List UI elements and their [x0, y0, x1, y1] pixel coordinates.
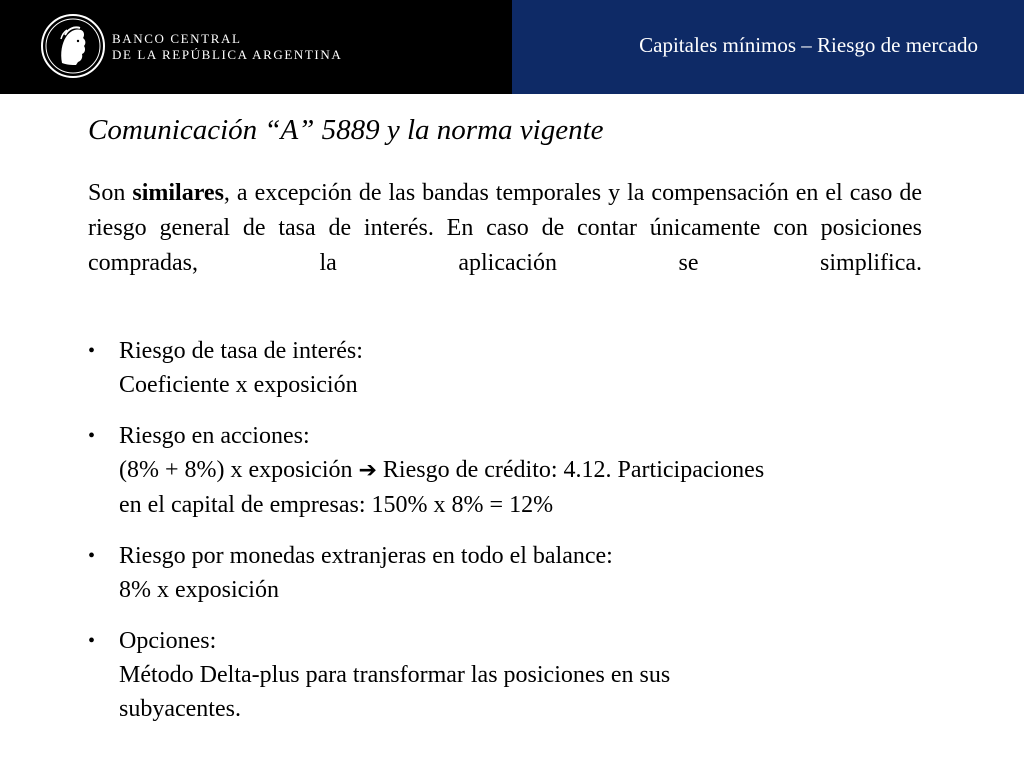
bullet-line: Método Delta-plus para transformar las posiciones en sus	[119, 662, 671, 688]
bullet-line: Riesgo en acciones:	[119, 423, 310, 449]
intro-paragraph	[88, 176, 922, 281]
bullet-text: (8% + 8%) x exposición	[119, 457, 359, 483]
bullet-text: Riesgo de crédito: 4.12. Participaciones	[376, 457, 765, 483]
bank-name	[112, 31, 342, 63]
bullet-line	[119, 453, 918, 488]
header-logo-bar	[0, 0, 512, 94]
bullet-list	[88, 334, 918, 743]
bullet-line: Riesgo de tasa de interés:	[119, 338, 363, 364]
bullet-item	[88, 419, 918, 522]
intro-text-pre: Son	[88, 180, 133, 206]
bullet-item	[88, 624, 918, 726]
bullet-dot: •	[88, 340, 96, 362]
arrow-right-icon: ➔	[358, 458, 377, 483]
bullet-line: Coeficiente x exposición	[119, 372, 358, 398]
bullet-line: subyacentes.	[119, 696, 241, 722]
bullet-line: Opciones:	[119, 628, 217, 654]
bullet-item	[88, 539, 918, 607]
bullet-dot: •	[88, 630, 96, 652]
bullet-line: en el capital de empresas: 150% x 8% = 12%	[119, 492, 554, 518]
bank-seal-icon	[40, 13, 106, 79]
bullet-line: 8% x exposición	[119, 577, 279, 603]
header-title: Capitales mínimos – Riesgo de mercado	[639, 33, 978, 57]
bullet-dot: •	[88, 545, 96, 567]
intro-text-bold: similares	[132, 180, 224, 206]
bank-name-line1: BANCO CENTRAL	[112, 31, 242, 46]
slide-title: Comunicación “A” 5889 y la norma vigente	[88, 114, 604, 146]
intro-text-post: , a excepción de las bandas temporales y la compensación en el caso de riesgo general de tasa de interés. En caso de contar únicamente con posiciones compradas, la aplicación se simplifica.	[88, 180, 922, 276]
bullet-line: Riesgo por monedas extranjeras en todo el balance:	[119, 543, 613, 569]
bullet-item	[88, 334, 918, 402]
bullet-dot: •	[88, 425, 96, 447]
bank-name-line2: DE LA REPÚBLICA ARGENTINA	[112, 47, 343, 62]
